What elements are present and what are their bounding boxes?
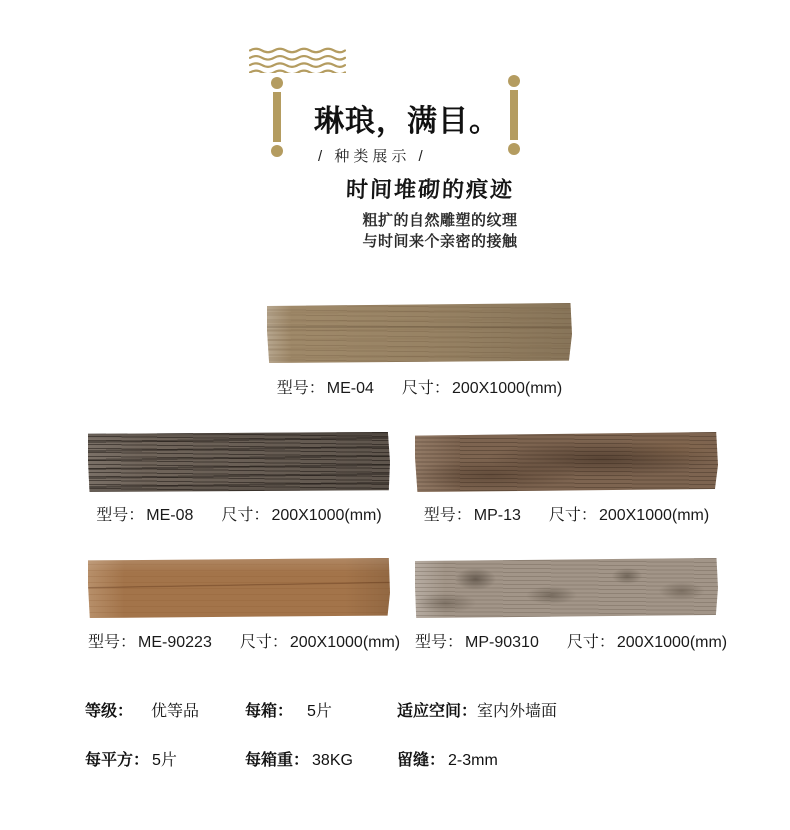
product-item [88, 432, 390, 524]
section-subtitle: / 种类展示 / [318, 148, 427, 165]
pillar-dot [508, 143, 520, 155]
featured-product [267, 303, 572, 399]
product-caption [267, 375, 572, 398]
product-caption [88, 629, 401, 652]
model-label: 型号： [276, 380, 325, 397]
size-value: 200X1000(mm) [451, 380, 563, 397]
product-item [415, 432, 718, 524]
product-photo-me04 [267, 303, 572, 363]
product-item [415, 558, 728, 651]
product-item [88, 558, 401, 651]
pillar-dot [271, 77, 283, 89]
model-value: ME-90223 [138, 634, 212, 651]
size-value: 200X1000(mm) [598, 507, 710, 524]
tagline: 时间堆砌的痕迹 [345, 177, 515, 203]
model-label: 型号： [423, 507, 472, 524]
product-photo-mp90310 [415, 558, 718, 618]
size-label: 尺寸： [221, 507, 270, 524]
pillar-bar [510, 90, 518, 140]
model-label: 型号： [88, 634, 137, 651]
model-label: 型号： [415, 634, 464, 651]
waves-icon [249, 47, 346, 73]
spec-grade: 等级： 优等品 [85, 703, 200, 720]
description-line: 粗扩的自然雕塑的纹理 [362, 212, 518, 229]
description-line: 与时间来个亲密的接触 [362, 233, 518, 250]
product-photo-me08 [88, 432, 390, 492]
pillar-ornament-right-icon [507, 75, 521, 155]
model-value: ME-04 [326, 380, 374, 397]
pillar-ornament-left-icon [270, 77, 284, 157]
size-label: 尺寸： [566, 634, 615, 651]
pillar-bar [273, 92, 281, 142]
pillar-dot [271, 145, 283, 157]
size-label: 尺寸： [239, 634, 288, 651]
spec-per-sqm: 每平方： 5片 [85, 752, 177, 769]
size-value: 200X1000(mm) [271, 507, 382, 524]
model-value: MP-90310 [465, 634, 539, 651]
model-value: ME-08 [146, 507, 194, 524]
model-label: 型号： [96, 507, 145, 524]
pillar-dot [508, 75, 520, 87]
spec-box-weight: 每箱重： 38KG [245, 752, 353, 769]
product-caption [88, 502, 390, 525]
spec-per-box: 每箱： 5片 [245, 703, 332, 720]
product-photo-me90223 [88, 558, 390, 618]
size-label: 尺寸： [401, 380, 450, 397]
size-value: 200X1000(mm) [289, 634, 401, 651]
product-caption [415, 502, 718, 525]
size-label: 尺寸： [548, 507, 597, 524]
model-value: MP-13 [473, 507, 521, 524]
page-title: 琳琅，满目。 [314, 105, 500, 138]
spec-table [85, 698, 725, 770]
product-photo-mp13 [415, 432, 718, 492]
size-value: 200X1000(mm) [616, 634, 728, 651]
spec-joint-gap: 留缝： 2-3mm [397, 752, 498, 769]
product-caption [415, 629, 728, 652]
spec-space: 适应空间：室内外墙面 [397, 703, 558, 720]
